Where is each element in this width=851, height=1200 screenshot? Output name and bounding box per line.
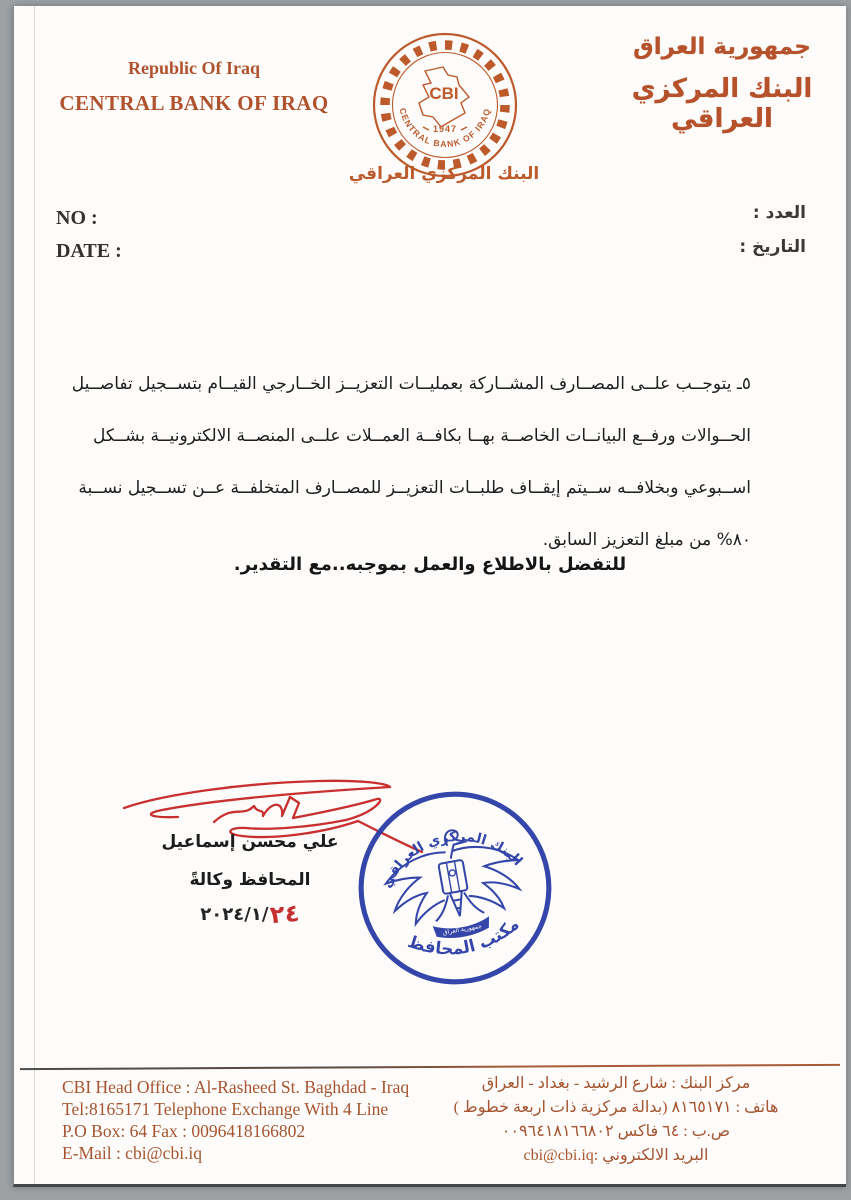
body-line-2: الحــوالات ورفــع البيانــات الخاصــة بهــا بكافــة العمــلات علــى المنصــة الالكترونيــة بشــكل: [92, 426, 751, 446]
footer-arabic: [420, 1072, 812, 1168]
masthead-arabic: [602, 34, 842, 134]
closing-line: للتفضل بالاطلاع والعمل بموجبه..مع التقدير.: [233, 554, 627, 575]
footer-ar-pobox-fax: ص.ب : ٦٤ فاكس ٠٠٩٦٤١٨١٦٦٨٠٢: [501, 1123, 731, 1140]
stamp-bottom-text: مكتب المحافظ: [405, 913, 523, 959]
footer-ar-telephone: هاتف : ٨١٦٥١٧١ (بدالة مركزية ذات اربعة خطوط ): [453, 1099, 779, 1116]
body-line-3: اســبوعي وبخلافــه ســيتم إيقــاف طلبــات التعزيــز للمصــارف المتخلفــة عــن تســجيل نســبة: [78, 478, 751, 498]
body-line-1: ٥ـ يتوجــب علــى المصــارف المشــاركة بعمليــات التعزيــز الخــارجي القيــام بتســجيل تفاصــيل: [71, 374, 751, 394]
signature-date: [112, 900, 388, 928]
seal-ring-text: CENTRAL BANK OF IRAQ: [397, 106, 493, 150]
eagle-shield-stripes: [446, 861, 459, 893]
central-bank-of-iraq-text: CENTRAL BANK OF IRAQ: [59, 91, 329, 115]
masthead-english: [44, 58, 344, 116]
scan-crease: [34, 6, 35, 1184]
eagle-shield-emblem: [449, 869, 456, 876]
seal-outer-ring: [374, 34, 516, 176]
masthead-arabic-line1: جمهورية العراق: [633, 34, 811, 60]
seal-cbi-abbr: CBI: [429, 84, 459, 103]
reference-english: [56, 202, 122, 268]
eagle-shield: [438, 860, 467, 894]
seal-year: 1947: [432, 124, 458, 134]
reference-arabic: [739, 196, 806, 264]
eagle-tail: [450, 891, 466, 917]
no-label: NO :: [56, 207, 98, 229]
footer-en-pobox-fax: P.O Box: 64 Fax : 0096418166802: [62, 1121, 306, 1141]
svg-text:مكتب المحافظ: [402, 912, 525, 967]
seal-calligraphy: البنك المركزي العراقي: [348, 164, 540, 184]
footer-en-email: E-Mail : cbi@cbi.iq: [62, 1143, 203, 1163]
footer-ar-address: مركز البنك : شارع الرشيد - بغداد - العراق: [481, 1075, 751, 1092]
stamp-border: [346, 779, 563, 996]
signatory-title: المحافظ وكالةً: [189, 870, 311, 890]
eagle-legs: [432, 890, 484, 922]
footer-divider: [20, 1064, 840, 1070]
letter-page: [13, 6, 846, 1187]
stamp-top-text: البنك المركزي العراقي: [378, 828, 526, 891]
tarikh-label: التاريخ :: [739, 237, 806, 257]
body-paragraph: [71, 358, 751, 566]
signature-date-printed: ٢٠٢٤/١/: [200, 904, 269, 925]
ribbon-text: جمهورية العراق: [442, 922, 483, 937]
adad-label: العدد :: [752, 203, 806, 223]
body-line-4: ٨٠% من مبلغ التعزيز السابق.: [542, 530, 751, 550]
signature-date-handwritten: ٢٤: [269, 898, 301, 930]
footer-en-telephone: Tel:8165171 Telephone Exchange With 4 Line: [62, 1099, 389, 1119]
footer-ar-email: البريد الالكتروني :cbi@cbi.iq: [523, 1147, 709, 1164]
date-label: DATE :: [56, 240, 122, 262]
governor-stamp: [337, 770, 573, 1006]
footer-english: [62, 1076, 482, 1164]
footer-en-address: CBI Head Office : Al-Rasheed St. Baghdad - Iraq: [62, 1077, 410, 1097]
republic-of-iraq-text: Republic Of Iraq: [127, 58, 260, 78]
signatory-name: علي محسن إسماعيل: [161, 832, 339, 852]
masthead-arabic-line2: البنك المركزي العراقي: [631, 74, 813, 134]
